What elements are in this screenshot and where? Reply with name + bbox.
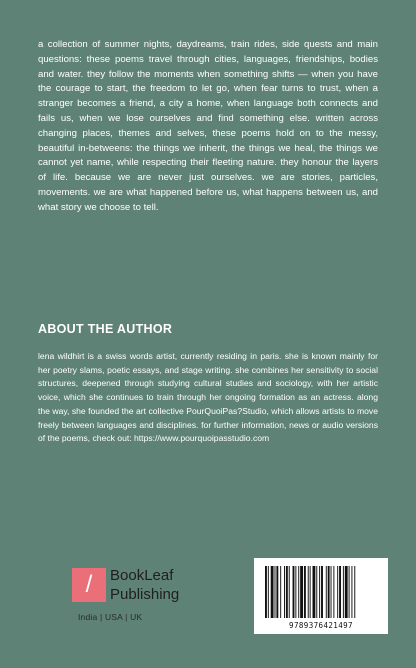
barcode-bar — [339, 566, 341, 618]
barcode-bar — [310, 566, 311, 618]
barcode-bar — [304, 566, 306, 618]
barcode-bar — [313, 566, 316, 618]
barcode-bar — [300, 566, 303, 618]
barcode-bar — [345, 566, 348, 618]
barcode-bar — [268, 566, 269, 618]
barcode-bar — [331, 566, 332, 618]
author-bio: lena wildhirt is a swiss words artist, currently residing in paris. she is known mainly for her poetry slams, poetic essays, and stage writing. she combines her sensitivity to social structures, deepened through studying cultural studies and sociology, with her artistic voice, which she continues to train through her ongoing formation as an actress. along the way, she founded the art collective PourQuoiPas?Studio, which allows artists to move freely between languages and disciplines. for further information, news or audio versions of the poems, check out: https://www.pourquoipasstudio.com — [38, 351, 378, 444]
barcode-bar — [265, 566, 267, 618]
barcode-bar — [333, 566, 334, 618]
publisher-logo — [72, 566, 192, 626]
barcode-bar — [293, 566, 295, 618]
barcode-bar — [276, 566, 278, 618]
barcode-bars — [264, 566, 378, 618]
barcode-bar — [298, 566, 299, 618]
barcode-bar — [280, 566, 281, 618]
barcode-bar — [295, 566, 296, 618]
barcode-bar — [271, 566, 274, 618]
barcode-bar — [284, 566, 285, 618]
barcode-bar — [354, 566, 355, 618]
publisher-regions: India | USA | UK — [78, 612, 143, 622]
barcode-bar — [319, 566, 320, 618]
isbn-barcode — [254, 558, 388, 634]
barcode-bar — [321, 566, 323, 618]
publisher-name — [110, 566, 179, 604]
book-blurb: a collection of summer nights, daydreams, train rides, side quests and main questions: these poems travel through cities, languages, friendships, bodies and water. they follow the moments when something shifts — when you have the courage to start, the freedom to let go, when fear turns to trust, when a stranger becomes a friend, a city a home, when language both connects and fails us, when we lose ourselves and find something else. written across changing places, themes and selves, these poems hold on to the messy, beautiful in-betweens: the things we inherit, the things we heal, the things we cannot yet name, while respecting their fleeting nature. they honour the layers of life. because we are never just ourselves. we are stories, particles, movements. we are what happened before us, what happens between us, and what story we choose to tell. — [38, 39, 378, 213]
about-author-heading: ABOUT THE AUTHOR — [38, 322, 173, 336]
barcode-bar — [286, 566, 288, 618]
barcode-bar — [289, 566, 290, 618]
barcode-bar — [316, 566, 317, 618]
barcode-bar — [343, 566, 344, 618]
isbn-number: 9789376421497 — [289, 621, 353, 630]
barcode-bar — [349, 566, 350, 618]
barcode-bar — [328, 566, 330, 618]
barcode-bar — [275, 566, 276, 618]
publisher-name-line2: Publishing — [110, 586, 180, 603]
barcode-bar — [337, 566, 338, 618]
barcode-bar — [326, 566, 327, 618]
barcode-bar — [308, 566, 309, 618]
publisher-name-line1: BookLeaf — [110, 567, 174, 584]
barcode-bar — [351, 566, 352, 618]
publisher-slash-mark: / — [72, 568, 106, 602]
